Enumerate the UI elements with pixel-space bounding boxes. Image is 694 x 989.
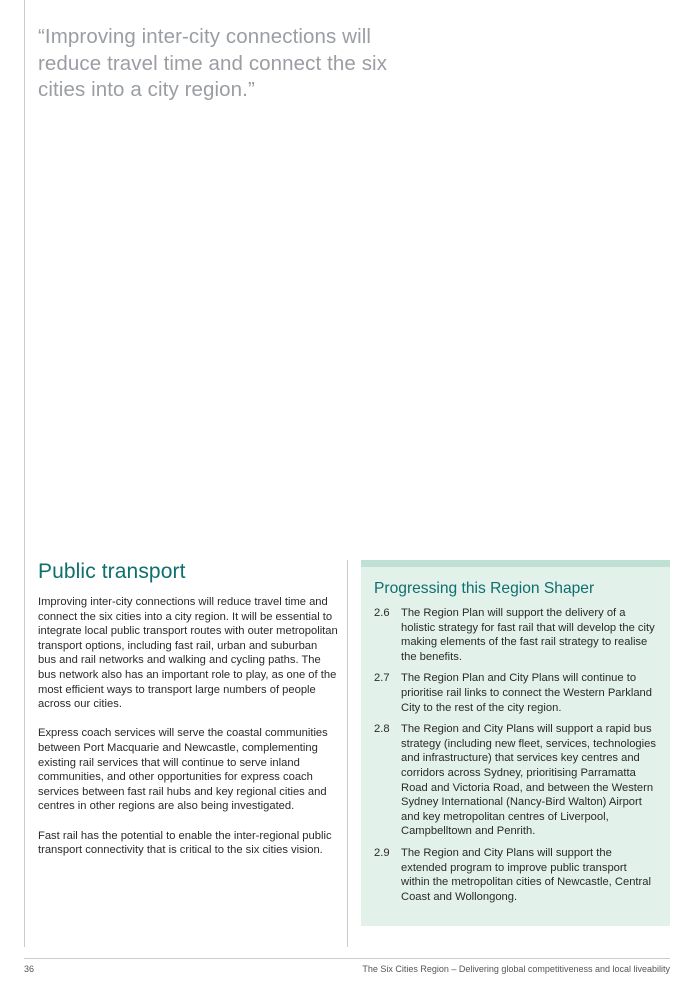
action-number: 2.7	[374, 672, 390, 685]
panel-title: Progressing this Region Shaper	[374, 580, 595, 597]
action-text: The Region Plan will support the delivery of a holistic strategy for fast rail that will develop the city making elements of the fast rail strategy to realise the benefits.	[401, 607, 655, 663]
action-number: 2.9	[374, 846, 390, 859]
action-number: 2.8	[374, 723, 390, 736]
action-item	[374, 671, 660, 715]
action-text: The Region and City Plans will support the extended program to improve public transport within the metropolitan cities of Newcastle, Central Coast and Wollongong.	[401, 846, 651, 903]
body-paragraph: Express coach services will serve the coastal communities between Port Macquarie and Newcastle, complementing existing rail services that will continue to serve inland communities, and other opportunities for express coach services between fast rail hubs and key regional cities and centres in other regions are also being investigated.	[38, 727, 328, 813]
column-divider-rule	[347, 560, 348, 947]
body-text-column	[38, 595, 338, 872]
footer-document-title: The Six Cities Region – Delivering global competitiveness and local liveability	[362, 964, 670, 974]
action-item	[374, 846, 660, 904]
action-list	[374, 606, 660, 904]
pull-quote: “Improving inter-city connections will reduce travel time and connect the six cities into a city region.”	[38, 25, 388, 101]
action-item	[374, 722, 660, 839]
body-paragraph: Improving inter-city connections will reduce travel time and connect the six cities into a city region. It will be essential to integrate local public transport routes with outer metropolitan transport options, including fast rail, urban and suburban bus and rail networks and walking and cycling paths. The bus network also has an important role to play, as one of the most efficient ways to transport large numbers of people across our cities.	[38, 596, 338, 711]
footer-rule	[24, 958, 670, 959]
action-text: The Region and City Plans will support a rapid bus strategy (including new fleet, services, technologies and infrastructure) that services key centres and corridors across Sydney, prioritising Parramatta Road and Victoria Road, and between the Western Sydney International (Nancy-Bird Walton) Airport and key metropolitan centres of Liverpool, Campbelltown and Penrith.	[401, 723, 656, 838]
action-text: The Region Plan and City Plans will continue to prioritise rail links to connect the Western Parkland City to the rest of the city region.	[401, 672, 653, 714]
action-item	[374, 606, 660, 664]
region-shaper-panel	[361, 560, 670, 926]
page-number: 36	[24, 964, 35, 974]
left-margin-rule	[24, 0, 25, 947]
body-paragraph: Fast rail has the potential to enable the inter-regional public transport connectivity that is critical to the six cities vision.	[38, 829, 332, 857]
action-number: 2.6	[374, 607, 390, 619]
section-heading: Public transport	[38, 560, 186, 583]
